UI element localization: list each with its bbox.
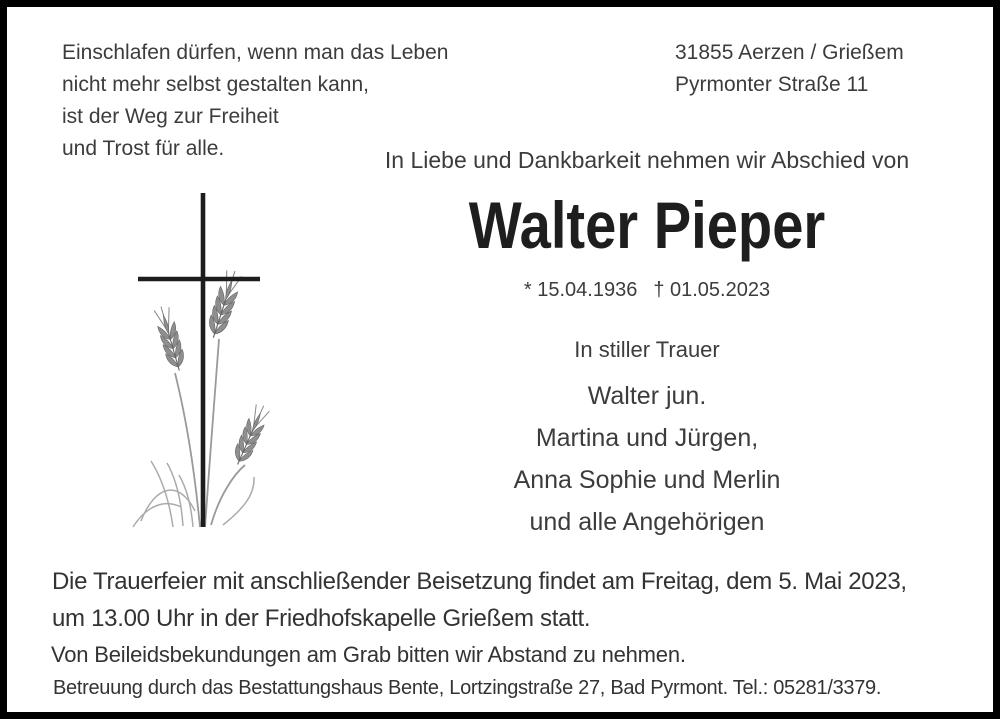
mourner-line: Martina und Jürgen,: [535, 424, 759, 452]
address-line: Pyrmonter Straße 11: [675, 73, 869, 96]
quote-line: nicht mehr selbst gestalten kann,: [62, 73, 370, 96]
funeral-home-note: Betreuung durch das Bestattungshaus Bente, Lortzingstraße 27, Bad Pyrmont. Tel.: 05281/3379.: [53, 677, 882, 699]
mourning-heading: In stiller Trauer: [574, 337, 720, 362]
quote-line: und Trost für alle.: [62, 137, 225, 160]
life-dates: [297, 277, 997, 303]
funeral-info: [52, 563, 907, 637]
condolence-note: Von Beileidsbekundungen am Grab bitten wir Abstand zu nehmen.: [51, 642, 686, 667]
address-block: [675, 37, 904, 101]
funeral-info-line: um 13.00 Uhr in der Friedhofskapelle Grießem statt.: [52, 605, 591, 632]
cross-icon: [138, 193, 260, 527]
mourner-line: und alle Angehörigen: [529, 508, 765, 536]
death-date: † 01.05.2023: [653, 279, 771, 301]
address-line: 31855 Aerzen / Grießem: [675, 41, 904, 64]
mourner-line: Walter jun.: [587, 382, 707, 410]
mourner-line: Anna Sophie und Merlin: [513, 466, 781, 494]
quote-line: Einschlafen dürfen, wenn man das Leben: [62, 41, 449, 64]
cross-and-wheat-illustration: [105, 175, 325, 535]
deceased-name: Walter Pieper: [468, 188, 826, 262]
mourners-list: [297, 375, 997, 543]
birth-date: * 15.04.1936: [523, 279, 638, 301]
intro-line: In Liebe und Dankbarkeit nehmen wir Abschied von: [384, 147, 910, 173]
funeral-info-line: Die Trauerfeier mit anschließender Beisetzung findet am Freitag, dem 5. Mai 2023,: [52, 568, 907, 595]
quote-line: ist der Weg zur Freiheit: [62, 105, 279, 128]
